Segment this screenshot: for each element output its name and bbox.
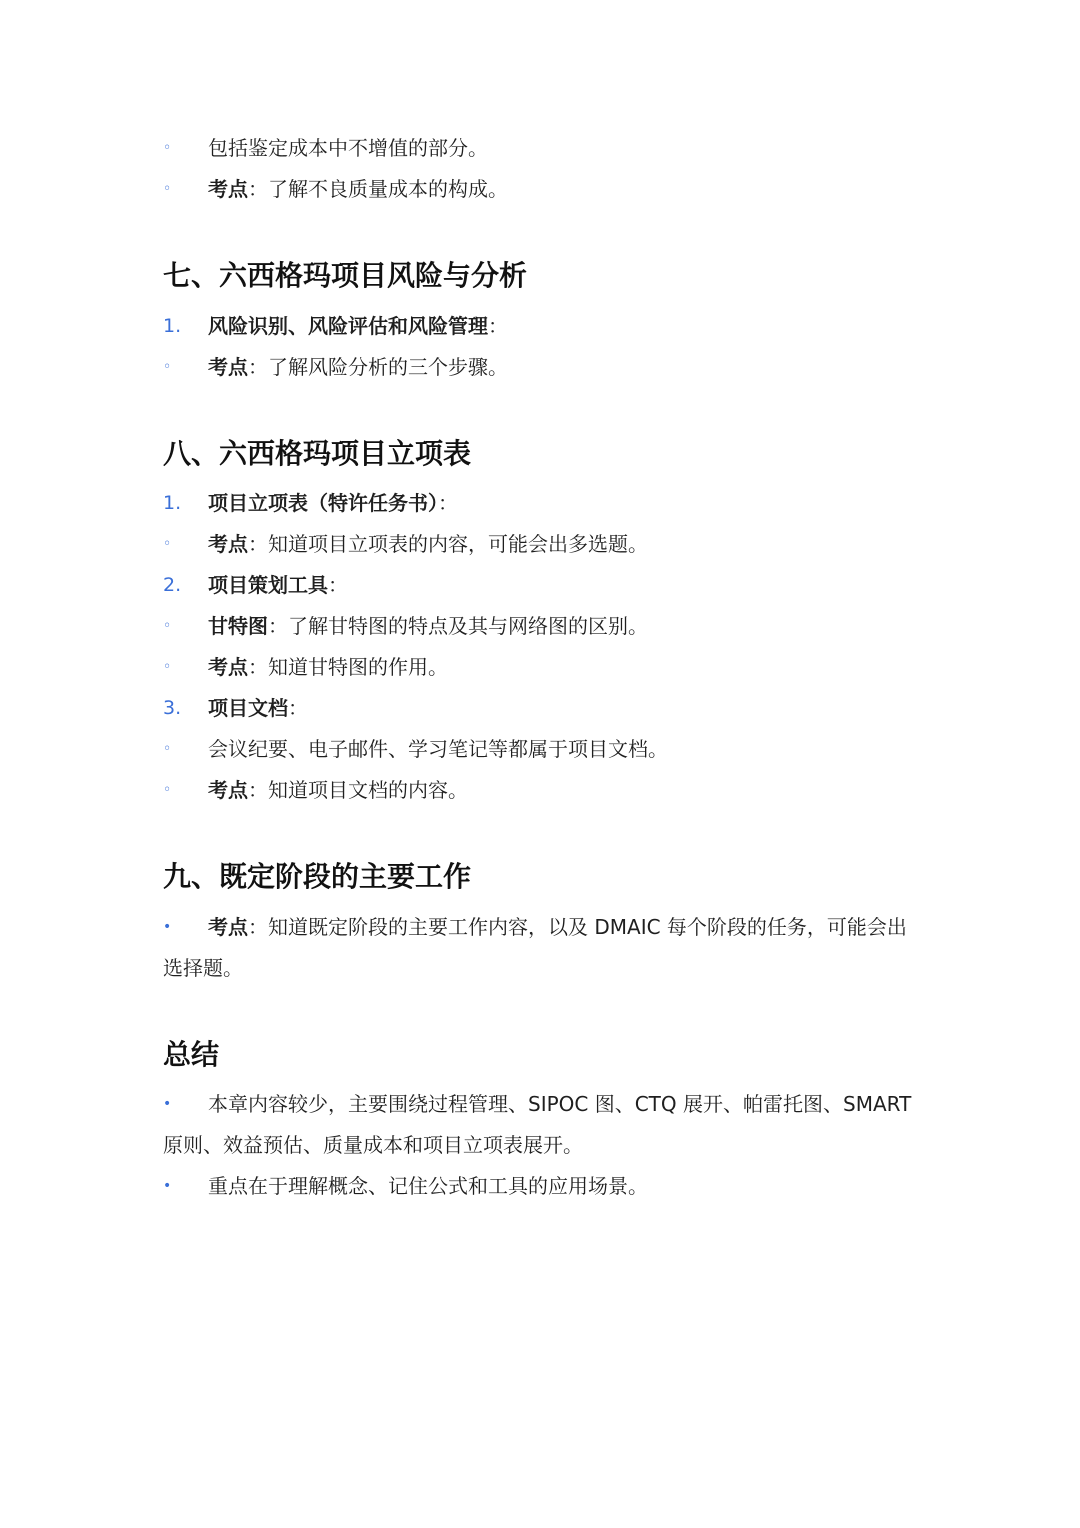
bullet-marker: ◦ [163, 782, 172, 798]
list-item-text: 考点：知道甘特图的作用。 [208, 655, 448, 679]
list-item-text: 本章内容较少，主要围绕过程管理、SIPOC 图、CTQ 展开、帕雷托图、SMART [208, 1092, 912, 1116]
section-heading: 九、既定阶段的主要工作 [163, 860, 472, 893]
list-item-text: 考点：知道项目文档的内容。 [208, 778, 468, 802]
bullet-marker: ◦ [163, 181, 172, 197]
section-heading: 七、六西格玛项目风险与分析 [163, 259, 528, 292]
bullet-marker: • [163, 1096, 172, 1112]
bullet-marker: • [163, 1178, 172, 1194]
list-item-text: 考点：了解不良质量成本的构成。 [208, 177, 508, 201]
list-item-text: 会议纪要、电子邮件、学习笔记等都属于项目文档。 [208, 737, 668, 761]
list-item-text: 项目文档： [208, 696, 308, 720]
bullet-marker: ◦ [163, 140, 172, 156]
list-item-text: 考点：了解风险分析的三个步骤。 [208, 355, 508, 379]
list-item-text: 风险识别、风险评估和风险管理： [208, 314, 508, 338]
number-marker: 1. [163, 315, 182, 337]
bullet-marker: ◦ [163, 536, 172, 552]
list-item-text: 选择题。 [163, 956, 243, 980]
list-item-text: 项目立项表（特许任务书）： [208, 491, 458, 515]
number-marker: 3. [163, 697, 182, 719]
section-heading: 总结 [163, 1038, 220, 1071]
number-marker: 2. [163, 574, 182, 596]
list-item-text: 原则、效益预估、质量成本和项目立项表展开。 [163, 1133, 583, 1157]
list-item-text: 项目策划工具： [208, 573, 348, 597]
list-item-text: 考点：知道项目立项表的内容，可能会出多选题。 [208, 532, 648, 556]
list-item-text: 包括鉴定成本中不增值的部分。 [208, 136, 488, 160]
section-heading: 八、六西格玛项目立项表 [163, 437, 472, 470]
bullet-marker: ◦ [163, 659, 172, 675]
bullet-marker: ◦ [163, 359, 172, 375]
list-item-text: 重点在于理解概念、记住公式和工具的应用场景。 [208, 1174, 648, 1198]
list-item-text: 甘特图：了解甘特图的特点及其与网络图的区别。 [208, 614, 648, 638]
bullet-marker: • [163, 919, 172, 935]
list-item-text: 考点：知道既定阶段的主要工作内容，以及 DMAIC 每个阶段的任务，可能会出 [208, 915, 907, 939]
bullet-marker: ◦ [163, 741, 172, 757]
bullet-marker: ◦ [163, 618, 172, 634]
number-marker: 1. [163, 492, 182, 514]
